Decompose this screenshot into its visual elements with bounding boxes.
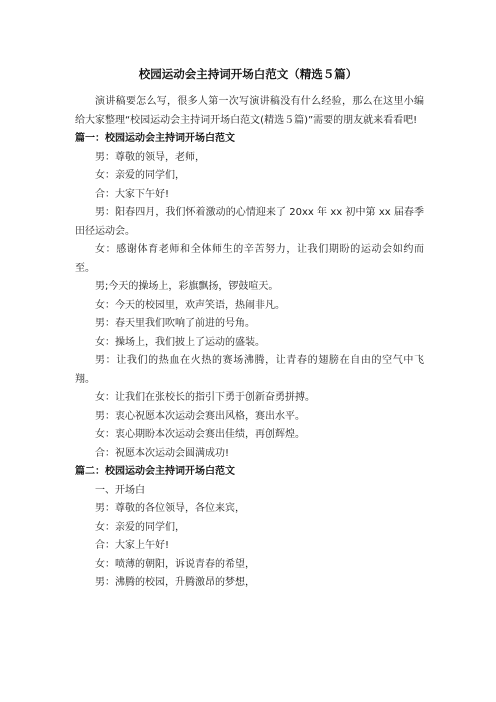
section-1-line: 男：春天里我们吹响了前进的号角。 bbox=[95, 318, 255, 329]
document-title: 校园运动会主持词开场白范文（精选５篇） bbox=[138, 67, 358, 81]
section-1-heading: 篇一：校园运动会主持词开场白范文 bbox=[75, 133, 235, 144]
section-1-line: 女：亲爱的同学们， bbox=[95, 170, 185, 181]
section-2-line: 一、开场白 bbox=[95, 484, 145, 496]
section-1-line: 女：感谢体育老师和全体师生的辛苦努力，让我们期盼的运动会如约而至。 bbox=[75, 244, 424, 274]
section-2-heading: 篇二：校园运动会主持词开场白范文 bbox=[75, 466, 235, 477]
document-body bbox=[75, 93, 424, 593]
section-1-line: 男：让我们的热血在火热的赛场沸腾，让青春的翅膀在自由的空气中飞翔。 bbox=[75, 355, 424, 385]
section-1-line: 男：阳春四月，我们怀着激动的心情迎来了 20xx 年 xx 初中第 xx 届春季田径运动会。 bbox=[75, 207, 424, 237]
section-1-line: 女：衷心期盼本次运动会赛出佳绩，再创辉煌。 bbox=[95, 429, 305, 440]
section-2-line: 女：亲爱的同学们， bbox=[95, 521, 185, 533]
section-1-line: 女：今天的校园里，欢声笑语，热闹非凡。 bbox=[95, 299, 285, 311]
section-1-line: 男：尊敬的领导，老师， bbox=[95, 151, 205, 163]
section-1-line: 男：衷心祝愿本次运动会赛出风格，赛出水平。 bbox=[95, 410, 305, 422]
section-2-line: 男：尊敬的各位领导，各位来宾， bbox=[95, 503, 245, 514]
section-1-line: 女：让我们在张校长的指引下勇于创新奋勇拼搏。 bbox=[95, 392, 315, 403]
section-1-line: 男;今天的操场上，彩旗飘扬，锣鼓喧天。 bbox=[95, 281, 279, 292]
intro-paragraph: 演讲稿要怎么写，很多人第一次写演讲稿没有什么经验，那么在这里小编给大家整理“校园运动会主持词开场白范文(精选５篇)”需要的朋友就来看看吧! bbox=[75, 96, 424, 126]
section-2-line: 女：喷薄的朝阳，诉说青春的希望， bbox=[95, 558, 255, 570]
section-1-line: 合：祝愿本次运动会圆满成功! bbox=[95, 447, 230, 459]
section-1-line: 合：大家下午好! bbox=[95, 188, 170, 200]
section-2-line: 男：沸腾的校园，升腾激昂的梦想， bbox=[95, 577, 255, 588]
section-1-line: 女：操场上，我们披上了运动的盛装。 bbox=[95, 336, 265, 348]
section-2-line: 合：大家上午好! bbox=[95, 540, 170, 551]
